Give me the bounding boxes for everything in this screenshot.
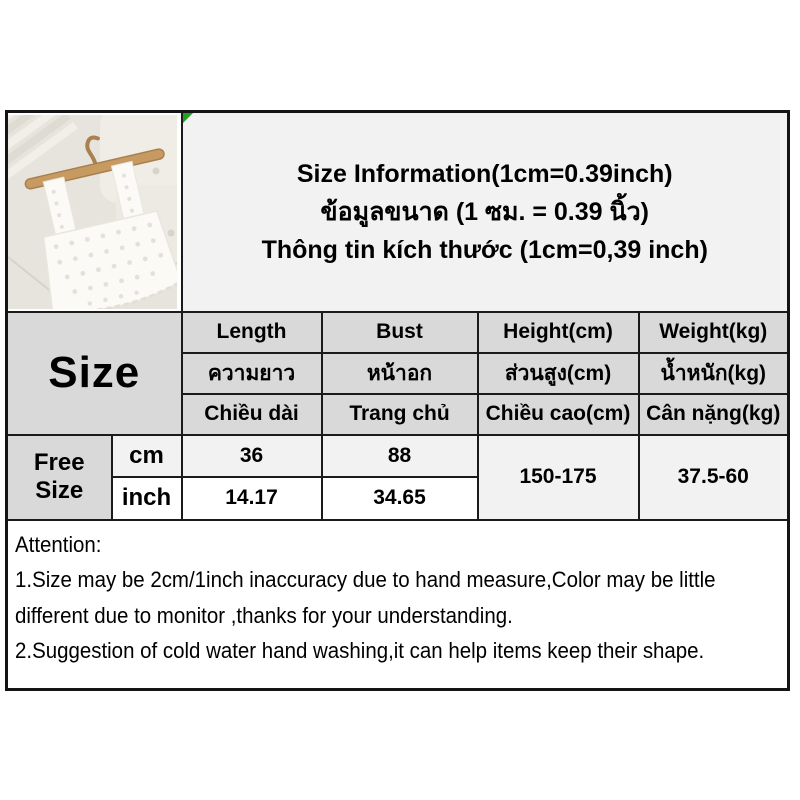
col-header-length-vi: Chiều dài	[182, 394, 322, 435]
col-header-weight-en: Weight(kg)	[639, 312, 789, 353]
size-info-title-th: ข้อมูลขนาด (1 ซม. = 0.39 นิ้ว)	[320, 197, 649, 226]
attention-heading: Attention:	[15, 531, 102, 557]
col-header-length-en: Length	[182, 312, 322, 353]
attention-line-1: 1.Size may be 2cm/1inch inaccuracy due to hand measure,Color may be little	[15, 567, 716, 592]
col-header-bust-vi: Trang chủ	[322, 394, 478, 435]
size-info-title-vi: Thông tin kích thước (1cm=0,39 inch)	[261, 235, 708, 264]
unit-label-cm: cm	[112, 435, 182, 477]
attention-line-2: different due to monitor ,thanks for your understanding.	[15, 602, 513, 628]
value-weight-range: 37.5-60	[639, 435, 789, 520]
attention-line-3: 2.Suggestion of cold water hand washing,it can help items keep their shape.	[15, 638, 705, 663]
attention-note	[7, 520, 789, 690]
col-header-weight-th: น้ำหนัก(kg)	[639, 353, 789, 394]
green-triangle-icon	[183, 113, 193, 123]
col-header-height-en: Height(cm)	[478, 312, 639, 353]
value-length-inch: 14.17	[182, 477, 322, 520]
product-photo-cell	[7, 112, 182, 312]
size-info-title-en: Size Information(1cm=0.39inch)	[296, 159, 673, 188]
col-header-weight-vi: Cân nặng(kg)	[639, 394, 789, 435]
size-name-cell: Free Size	[7, 435, 112, 520]
unit-label-inch: inch	[112, 477, 182, 520]
col-header-bust-en: Bust	[322, 312, 478, 353]
size-info-header-cell	[182, 112, 789, 312]
value-bust-inch: 34.65	[322, 477, 478, 520]
value-bust-cm: 88	[322, 435, 478, 477]
value-height-range: 150-175	[478, 435, 639, 520]
size-label-cell: Size	[7, 312, 182, 435]
col-header-length-th: ความยาว	[182, 353, 322, 394]
col-header-height-th: ส่วนสูง(cm)	[478, 353, 639, 394]
col-header-bust-th: หน้าอก	[322, 353, 478, 394]
product-photo	[8, 115, 177, 309]
value-length-cm: 36	[182, 435, 322, 477]
size-chart-table	[5, 110, 790, 691]
col-header-height-vi: Chiều cao(cm)	[478, 394, 639, 435]
